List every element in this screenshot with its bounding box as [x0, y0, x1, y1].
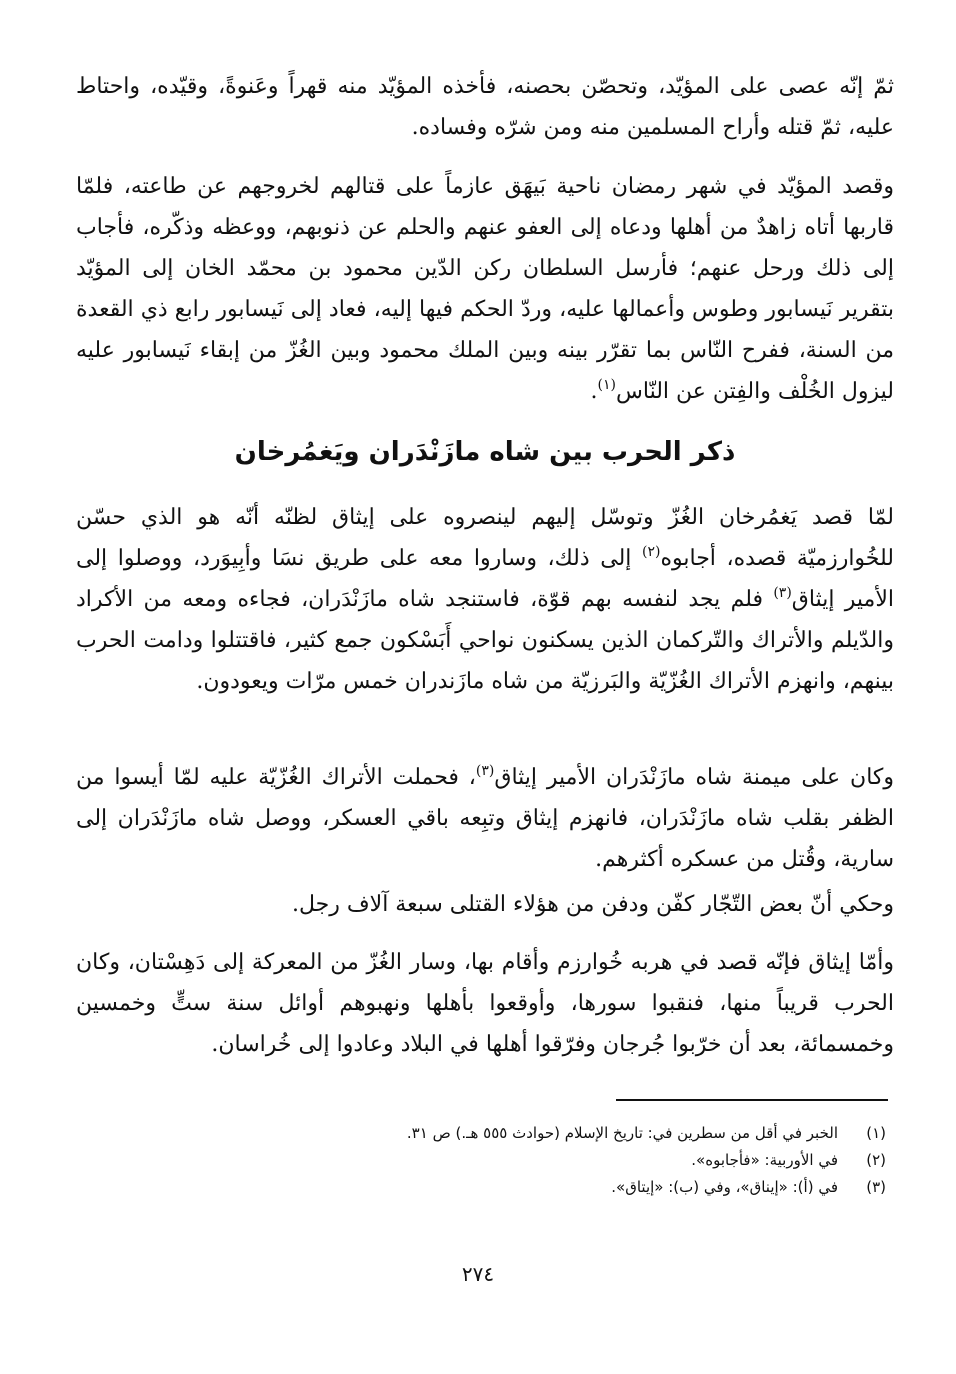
paragraph-1 [76, 66, 894, 148]
footnote-1 [76, 1120, 894, 1147]
paragraph-5 [76, 884, 894, 925]
footnote-text: في (أ): «إيناق»، وفي (ب): «إيتاق». [611, 1178, 838, 1196]
footnote-ref-1: (١) [597, 377, 617, 393]
footnotes [76, 1120, 894, 1201]
paragraph-3-text [76, 497, 894, 702]
paragraph-3-part-b: إلى ذلك، وساروا معه على طريق نسَا وأبِيوَرد، ووصلوا إلى الأمير إيثاق [76, 546, 894, 612]
paragraph-2-end: . [590, 379, 598, 404]
paragraph-6 [76, 942, 894, 1065]
footnote-number: (٣) [866, 1178, 886, 1196]
footnote-text: الخبر في أقل من سطرين في: تاريخ الإسلام (حوادث ٥٥٥ هـ.) ص ٣١. [406, 1124, 838, 1142]
paragraph-3 [76, 497, 894, 702]
paragraph-2-body: وقصد المؤيّد في شهر رمضان ناحية بَيهَق عازماً على قتالهم لخروجهم عن طاعته، فلمّا قاربها أتاه زاهدٌ من أهلها ودعاه إلى العفو عنهم والحلم عن ذنوبهم، ووعظه وذكّره، فأجاب إلى ذلك ورحل عنهم؛ فأرسل السلطان ركن الدّين محمود بن محمّد الخان إلى المؤيّد بتقرير نَيسابور وطوس وأعمالها عليه، وردّ الحكم فيها إليه، فعاد إلى نَيسابور رابع ذي القعدة من السنة، ففرح النّاس بما تقرّر بينه وبين الملك محمود وبين الغُزّ من إبقاء نَيسابور عليه ليزول الخُلْف والفِتن عن النّاس [76, 174, 894, 404]
paragraph-4 [76, 757, 894, 880]
paragraph-2 [76, 166, 894, 412]
paragraph-2-text [76, 166, 894, 412]
footnote-number: (٢) [866, 1151, 886, 1169]
paragraph-6-text: وأمّا إيثاق فإنّه قصد في هربه خُوارزم وأقام بها، وسار الغُزّ من المعركة إلى دَهِسْتان، وكان الحرب قريباً منها، فنقبوا سورها، وأوقعوا بأهلها ونهبوهم أوائل سنة ستٍّ وخمسين وخمسمائة، بعد أن خرّبوا جُرجان وفرّقوا أهلها في البلاد وعادوا إلى خُراسان. [76, 950, 894, 1057]
section-heading: ذكر الحرب بين شاه مازَنْدَران ويَغمُرخان [234, 437, 736, 467]
footnote-ref-3: (٣) [773, 585, 792, 601]
page-number: ٢٧٤ [461, 1262, 495, 1286]
paragraph-4-text [76, 757, 894, 880]
paragraph-4-part-a: وكان على ميمنة شاه مازَنْدَران الأمير إيثاق [494, 765, 894, 790]
footnote-number: (١) [866, 1124, 886, 1142]
footnote-ref-3b: (٣) [475, 763, 495, 779]
footnote-3 [76, 1174, 894, 1201]
paragraph-3-part-a: لمّا قصد يَغمُرخان الغُزّ وتوسّل إليهم لينصروه على إيثاق لظنّه أنّه هو الذي حسّن للخُوارزميّة قصده، أجابوه [76, 505, 894, 571]
footnote-text: في الأوربية: «فأجابوه». [691, 1151, 838, 1169]
footnote-divider [616, 1099, 888, 1101]
paragraph-4-part-b: ، فحملت الأتراك الغُزّيّة عليه لمّا أيسوا من الظفر بقلب شاه مازَنْدَران، فانهزم إيثاق وتبِعه باقي العسكر، ووصل شاه مازَنْدَران إلى سارية، وقُتل من عسكره أكثرهم. [76, 765, 894, 872]
footnote-ref-2: (٢) [642, 544, 661, 560]
paragraph-1-text: ثمّ إنّه عصى على المؤيّد، وتحصّن بحصنه، فأخذه المؤيّد منه قهراً وعَنوةً، وقيّده، واحتاط عليه، ثمّ قتله وأراح المسلمين منه ومن شرّه وفساده. [76, 74, 894, 140]
footnote-2 [76, 1147, 894, 1174]
paragraph-3-part-c: فلم يجد لنفسه بهم قوّة، فاستنجد شاه مازَنْدَران، فجاءه ومعه من الأكراد والدّيلم والأتراك والتّركمان الذين يسكنون نواحي أَبَسْكون جمع كثير، فاقتتلوا ودامت الحرب بينهم، وانهزم الأتراك الغُزّيّة والبَرزيّة من شاه مازَندران خمس مرّات ويعودون. [76, 587, 894, 694]
paragraph-5-text: وحكي أنّ بعض التّجّار كفّن ودفن من هؤلاء القتلى سبعة آلاف رجل. [291, 892, 894, 917]
